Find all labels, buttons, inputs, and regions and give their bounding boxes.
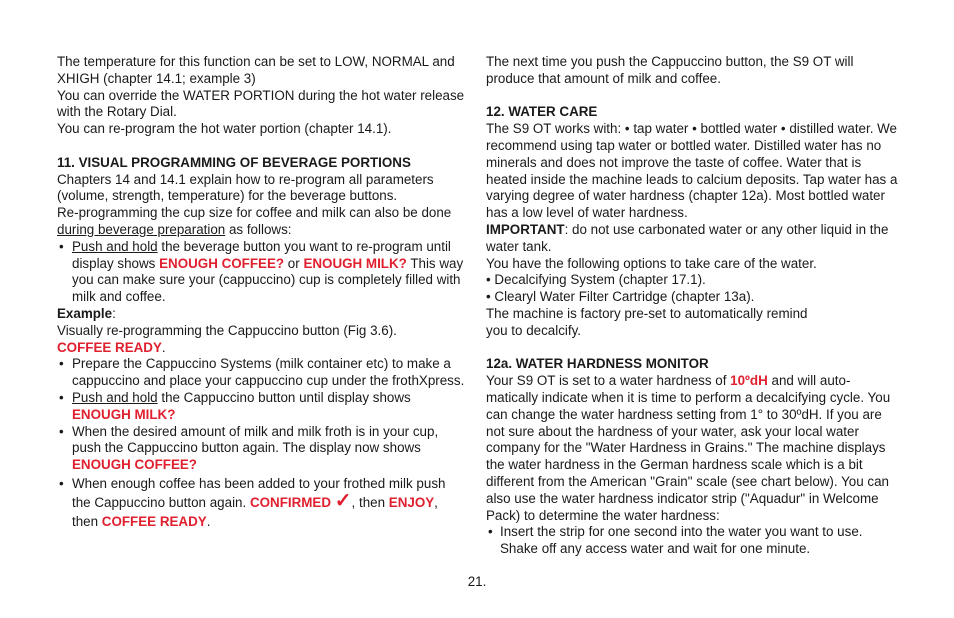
spacer	[486, 340, 898, 357]
right-column	[486, 54, 898, 558]
display-message: COFFEE READY	[57, 339, 162, 355]
right-bullet-1: • Insert the strip for one second into the water you want to use. Shake off any access water and wait for one minute.	[486, 524, 898, 558]
text: When the desired amount of milk and milk froth is in your cup, push the Cappuccino button again. The display now shows	[72, 423, 439, 456]
right-paragraph-5	[486, 373, 898, 524]
text: as follows:	[225, 221, 292, 237]
left-column	[57, 54, 467, 531]
text: : do not use carbonated water or any other liquid in the water tank.	[486, 221, 889, 254]
left-bullet-5	[57, 474, 467, 531]
left-paragraph-3: You can re-program the hot water portion (chapter 14.1).	[57, 121, 392, 137]
display-message: ENOUGH MILK?	[72, 406, 176, 422]
spacer	[486, 88, 898, 105]
example-display	[57, 340, 467, 357]
underlined-text: Push and hold	[72, 389, 158, 405]
text: and will auto-matically indicate when it is time to perform a decalcifying cycle. You can change the water hardness setting from 1° to 30ºdH. If you are not sure about the hardness of your water, ask your local water company for the "Water Hardness in Grains." The machine displays the water hardness in the German hardness scale which is a bit different from the American "Grain" scale (see chart below). You can also use the water hardness indicator strip ("Aquadur" in Welcome Pack) to determine the water hardness:	[486, 373, 891, 523]
left-bullet-3	[57, 390, 467, 424]
text: :	[112, 305, 116, 321]
heading-12: 12. WATER CARE	[486, 104, 598, 120]
text: Your S9 OT is set to a water hardness of	[486, 373, 731, 389]
display-message: ENOUGH COFFEE?	[159, 255, 285, 271]
left-paragraph-5	[57, 205, 467, 239]
important-note	[486, 222, 898, 256]
heading-12a: 12a. WATER HARDNESS MONITOR	[486, 356, 709, 372]
example-bold: Example	[57, 305, 113, 321]
right-paragraph-3: You have the following options to take care of the water.	[486, 255, 817, 271]
important-label: IMPORTANT	[486, 221, 565, 237]
checkmark-icon: ✓	[334, 489, 352, 512]
right-paragraph-4a: The machine is factory pre-set to automatically remind	[486, 305, 808, 321]
option-2: • Clearyl Water Filter Cartridge (chapter 13a).	[486, 289, 755, 305]
left-bullet-4	[57, 424, 467, 474]
text: , then	[72, 494, 438, 529]
right-paragraph-4b: you to decalcify.	[486, 322, 582, 338]
underlined-text: Push and hold	[72, 238, 158, 254]
text: .	[161, 339, 166, 355]
text: , then	[351, 494, 389, 510]
display-message: CONFIRMED	[249, 494, 332, 510]
text: .	[206, 513, 211, 529]
text: When enough coffee has been added to your frothed milk push the Cappuccino button again.	[72, 475, 446, 510]
text: Re-programming the cup size for coffee and milk can also be done	[57, 205, 452, 221]
left-paragraph-2: You can override the WATER PORTION during the hot water release with the Rotary Dial.	[57, 87, 465, 120]
left-paragraph-1: The temperature for this function can be set to LOW, NORMAL and XHIGH (chapter 14.1; example 3)	[57, 54, 455, 86]
text: This way you can make sure your (cappuccino) cup is completely filled with milk and coffee.	[72, 255, 464, 305]
display-message: ENJOY	[388, 494, 435, 510]
spacer	[57, 138, 467, 155]
text: or	[284, 255, 304, 271]
example-text: Visually re-programming the Cappuccino button (Fig 3.6).	[57, 322, 397, 338]
right-paragraph-2: The S9 OT works with: • tap water • bottled water • distilled water. We recommend using tap water or bottled water. Distilled water has no minerals and does not improve the taste of coffee. Water that is heated inside the machine leads to calcium deposits. Tap water has a varying degree of water hardness (chapter 12a). Most bottled water has a low level of water hardness.	[486, 121, 898, 221]
page-number: 21.	[467, 574, 487, 589]
display-message: COFFEE READY	[101, 513, 207, 529]
left-bullet-1	[57, 239, 467, 306]
heading-11: 11. VISUAL PROGRAMMING OF BEVERAGE PORTIONS	[57, 154, 411, 170]
display-message: ENOUGH MILK?	[303, 255, 407, 271]
left-bullet-2: • Prepare the Cappuccino Systems (milk container etc) to make a cappuccino and place your cappuccino cup under the frothXpress.	[57, 356, 467, 390]
text: the Cappuccino button until display shows	[157, 389, 411, 405]
underlined-text: during beverage preparation	[57, 221, 226, 237]
text: the beverage button you want to re-program until display shows	[72, 238, 451, 271]
left-paragraph-4: Chapters 14 and 14.1 explain how to re-program all parameters (volume, strength, temperature) for the beverage buttons.	[57, 171, 434, 204]
display-message: ENOUGH COFFEE?	[72, 457, 197, 473]
example-label	[57, 306, 467, 323]
option-1: • Decalcifying System (chapter 17.1).	[486, 272, 706, 288]
hardness-value: 10ºdH	[730, 373, 768, 389]
right-paragraph-1: The next time you push the Cappuccino button, the S9 OT will produce that amount of milk and coffee.	[486, 54, 854, 86]
